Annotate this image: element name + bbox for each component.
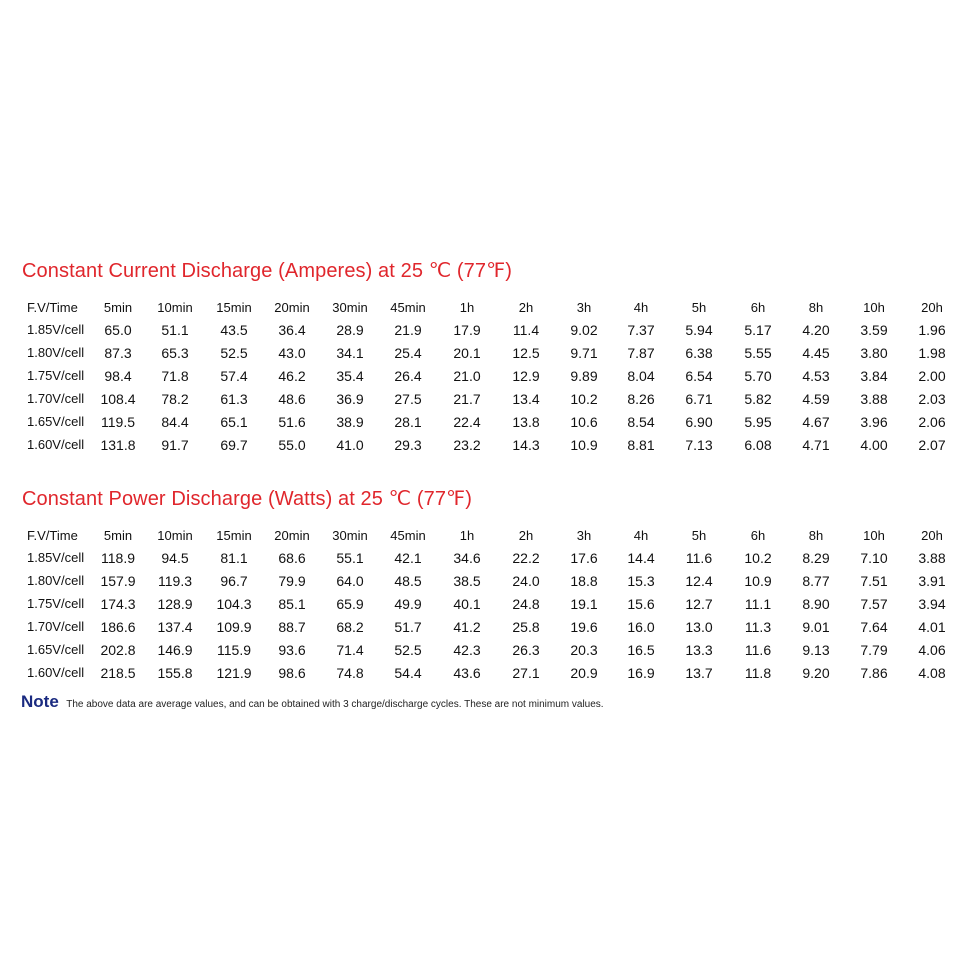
table-row	[0, 368, 966, 391]
table-cell: 8.77	[802, 573, 830, 589]
table-cell: 3.80	[860, 345, 888, 361]
table-cell: 21.9	[394, 322, 422, 338]
table-cell: 54.4	[394, 665, 422, 681]
table-cell: 25.4	[394, 345, 422, 361]
table-cell: 3.96	[860, 414, 888, 430]
table-row	[0, 665, 966, 688]
table-cell: 7.79	[860, 642, 888, 658]
power-discharge-title: Constant Power Discharge (Watts) at 25 ℃ (77℉)	[22, 488, 472, 510]
table-cell: 24.0	[512, 573, 540, 589]
table-cell: 28.1	[394, 414, 422, 430]
table-cell: 1.98	[918, 345, 946, 361]
table-cell: 68.2	[336, 619, 364, 635]
column-header: 5h	[691, 300, 707, 315]
table-cell: 3.88	[918, 550, 946, 566]
table-cell: 23.2	[453, 437, 481, 453]
table-row	[0, 322, 966, 345]
table-cell: 18.8	[570, 573, 598, 589]
table-cell: 16.5	[627, 642, 655, 658]
table-cell: 55.1	[336, 550, 364, 566]
table-cell: 5.17	[744, 322, 772, 338]
table-cell: 93.6	[278, 642, 306, 658]
column-header: 4h	[633, 300, 649, 315]
table-cell: 85.1	[278, 596, 306, 612]
table-cell: 51.6	[278, 414, 306, 430]
column-header: 10h	[863, 300, 885, 315]
table-cell: 3.84	[860, 368, 888, 384]
table-cell: 4.45	[802, 345, 830, 361]
table-cell: 9.89	[570, 368, 598, 384]
row-label: 1.65V/cell	[27, 642, 85, 657]
table-cell: 10.6	[570, 414, 598, 430]
table-row	[0, 619, 966, 642]
table-cell: 20.9	[570, 665, 598, 681]
table-cell: 4.00	[860, 437, 888, 453]
table-cell: 4.01	[918, 619, 946, 635]
table-cell: 52.5	[394, 642, 422, 658]
note-label: Note	[21, 692, 59, 711]
table-cell: 16.0	[627, 619, 655, 635]
table-cell: 38.5	[453, 573, 481, 589]
table-cell: 71.8	[161, 368, 189, 384]
table-cell: 10.9	[744, 573, 772, 589]
table-cell: 8.81	[627, 437, 655, 453]
table-cell: 12.5	[512, 345, 540, 361]
table-cell: 121.9	[216, 665, 252, 681]
table-cell: 4.08	[918, 665, 946, 681]
table-cell: 20.3	[570, 642, 598, 658]
table-cell: 9.02	[570, 322, 598, 338]
current-discharge-title: Constant Current Discharge (Amperes) at 25 ℃ (77℉)	[22, 260, 513, 282]
note	[21, 692, 604, 712]
table-row	[0, 596, 966, 619]
table-cell: 17.6	[570, 550, 598, 566]
table-cell: 202.8	[100, 642, 136, 658]
row-label: 1.80V/cell	[27, 345, 85, 360]
table-cell: 19.6	[570, 619, 598, 635]
table-cell: 20.1	[453, 345, 481, 361]
table-cell: 69.7	[220, 437, 248, 453]
row-label: 1.75V/cell	[27, 596, 85, 611]
table-cell: 16.9	[627, 665, 655, 681]
table-cell: 65.3	[161, 345, 189, 361]
table-cell: 4.06	[918, 642, 946, 658]
table-cell: 28.9	[336, 322, 364, 338]
table-cell: 8.29	[802, 550, 830, 566]
table-cell: 119.5	[101, 414, 135, 430]
table-cell: 4.59	[802, 391, 830, 407]
header-row	[0, 299, 966, 322]
table-cell: 91.7	[161, 437, 189, 453]
column-header: 1h	[459, 528, 475, 543]
table-cell: 21.7	[453, 391, 481, 407]
table-cell: 10.9	[570, 437, 598, 453]
table-cell: 22.4	[453, 414, 481, 430]
table-cell: 26.3	[512, 642, 540, 658]
table-cell: 218.5	[100, 665, 136, 681]
column-header: 20min	[274, 300, 310, 315]
table-cell: 7.86	[860, 665, 888, 681]
table-cell: 186.6	[100, 619, 136, 635]
table-cell: 51.1	[161, 322, 189, 338]
table-cell: 3.91	[918, 573, 946, 589]
row-label: 1.60V/cell	[27, 437, 85, 452]
table-cell: 43.5	[220, 322, 248, 338]
column-header: 20h	[921, 300, 943, 315]
column-header: 30min	[332, 528, 368, 543]
column-header: 2h	[518, 528, 534, 543]
column-header: 4h	[633, 528, 649, 543]
table-cell: 38.9	[336, 414, 364, 430]
table-cell: 11.6	[685, 550, 713, 566]
row-label: 1.65V/cell	[27, 414, 85, 429]
table-cell: 84.4	[161, 414, 189, 430]
table-cell: 61.3	[220, 391, 248, 407]
row-label: 1.70V/cell	[27, 391, 85, 406]
row-label: 1.75V/cell	[27, 368, 85, 383]
table-cell: 13.3	[685, 642, 713, 658]
table-cell: 3.59	[860, 322, 888, 338]
table-cell: 51.7	[394, 619, 422, 635]
table-cell: 5.95	[744, 414, 772, 430]
table-cell: 137.4	[157, 619, 193, 635]
table-cell: 7.37	[627, 322, 655, 338]
table-cell: 8.26	[627, 391, 655, 407]
column-header: 45min	[390, 528, 426, 543]
table-cell: 68.6	[278, 550, 306, 566]
table-cell: 12.9	[512, 368, 540, 384]
table-cell: 78.2	[161, 391, 189, 407]
table-cell: 109.9	[216, 619, 252, 635]
table-cell: 6.71	[685, 391, 713, 407]
table-cell: 64.0	[336, 573, 364, 589]
table-cell: 29.3	[394, 437, 422, 453]
table-cell: 157.9	[100, 573, 136, 589]
column-header: 5min	[103, 528, 133, 543]
table-cell: 104.3	[216, 596, 252, 612]
corner-label: F.V/Time	[27, 528, 78, 543]
table-cell: 25.8	[512, 619, 540, 635]
column-header: 8h	[808, 528, 824, 543]
table-cell: 65.1	[220, 414, 248, 430]
table-cell: 96.7	[220, 573, 248, 589]
table-cell: 19.1	[570, 596, 598, 612]
header-row	[0, 527, 966, 550]
table-cell: 11.4	[512, 322, 540, 338]
table-cell: 48.6	[278, 391, 306, 407]
column-header: 20min	[274, 528, 310, 543]
table-cell: 2.07	[918, 437, 946, 453]
table-cell: 1.96	[918, 322, 946, 338]
table-cell: 52.5	[220, 345, 248, 361]
table-cell: 13.4	[512, 391, 540, 407]
table-cell: 79.9	[278, 573, 306, 589]
table-row	[0, 550, 966, 573]
current-discharge-table	[0, 299, 966, 460]
table-cell: 49.9	[394, 596, 422, 612]
table-row	[0, 573, 966, 596]
table-cell: 4.20	[802, 322, 830, 338]
column-header: 30min	[332, 300, 368, 315]
table-cell: 4.71	[802, 437, 830, 453]
table-cell: 43.0	[278, 345, 306, 361]
table-cell: 98.4	[104, 368, 132, 384]
column-header: 10min	[157, 300, 193, 315]
column-header: 45min	[390, 300, 426, 315]
table-cell: 41.0	[336, 437, 364, 453]
table-cell: 174.3	[100, 596, 136, 612]
table-cell: 98.6	[278, 665, 306, 681]
table-cell: 8.04	[627, 368, 655, 384]
row-label: 1.85V/cell	[27, 322, 85, 337]
table-cell: 21.0	[453, 368, 481, 384]
table-cell: 12.7	[685, 596, 713, 612]
table-cell: 8.54	[627, 414, 655, 430]
table-cell: 3.94	[918, 596, 946, 612]
column-header: 5min	[103, 300, 133, 315]
table-cell: 13.8	[512, 414, 540, 430]
table-cell: 27.5	[394, 391, 422, 407]
column-header: 10min	[157, 528, 193, 543]
table-cell: 15.6	[627, 596, 655, 612]
table-cell: 65.0	[104, 322, 132, 338]
table-row	[0, 414, 966, 437]
table-row	[0, 391, 966, 414]
table-cell: 9.01	[802, 619, 830, 635]
table-cell: 115.9	[217, 642, 251, 658]
table-cell: 74.8	[336, 665, 364, 681]
table-cell: 26.4	[394, 368, 422, 384]
table-cell: 11.3	[744, 619, 772, 635]
table-cell: 155.8	[157, 665, 193, 681]
table-cell: 36.4	[278, 322, 306, 338]
table-cell: 119.3	[158, 573, 192, 589]
table-cell: 88.7	[278, 619, 306, 635]
row-label: 1.85V/cell	[27, 550, 85, 565]
table-cell: 13.7	[685, 665, 713, 681]
note-text: The above data are average values, and can be obtained with 3 charge/discharge cycles. These are not minimum values.	[66, 699, 604, 710]
table-cell: 118.9	[101, 550, 135, 566]
table-cell: 2.06	[918, 414, 946, 430]
table-cell: 12.4	[685, 573, 713, 589]
table-cell: 6.38	[685, 345, 713, 361]
table-cell: 6.08	[744, 437, 772, 453]
table-cell: 7.57	[860, 596, 888, 612]
table-cell: 128.9	[157, 596, 193, 612]
table-cell: 34.1	[336, 345, 364, 361]
table-cell: 11.1	[744, 596, 772, 612]
table-cell: 17.9	[453, 322, 481, 338]
table-cell: 40.1	[453, 596, 481, 612]
table-cell: 5.55	[744, 345, 772, 361]
table-cell: 7.64	[860, 619, 888, 635]
row-label: 1.70V/cell	[27, 619, 85, 634]
table-cell: 22.2	[512, 550, 540, 566]
column-header: 2h	[518, 300, 534, 315]
table-cell: 7.10	[860, 550, 888, 566]
table-cell: 5.94	[685, 322, 713, 338]
table-cell: 7.13	[685, 437, 713, 453]
table-cell: 2.03	[918, 391, 946, 407]
table-cell: 6.54	[685, 368, 713, 384]
table-cell: 15.3	[627, 573, 655, 589]
table-cell: 71.4	[336, 642, 364, 658]
table-cell: 14.4	[627, 550, 655, 566]
table-cell: 11.8	[744, 665, 772, 681]
power-discharge-table	[0, 527, 966, 688]
column-header: 15min	[216, 528, 252, 543]
table-cell: 35.4	[336, 368, 364, 384]
table-cell: 7.51	[860, 573, 888, 589]
table-row	[0, 437, 966, 460]
table-cell: 9.13	[802, 642, 830, 658]
column-header: 5h	[691, 528, 707, 543]
table-cell: 55.0	[278, 437, 306, 453]
table-cell: 43.6	[453, 665, 481, 681]
column-header: 3h	[576, 528, 592, 543]
table-cell: 9.71	[570, 345, 598, 361]
table-cell: 131.8	[100, 437, 136, 453]
table-cell: 3.88	[860, 391, 888, 407]
row-label: 1.60V/cell	[27, 665, 85, 680]
table-cell: 36.9	[336, 391, 364, 407]
table-cell: 146.9	[157, 642, 193, 658]
row-label: 1.80V/cell	[27, 573, 85, 588]
table-cell: 41.2	[453, 619, 481, 635]
table-cell: 9.20	[802, 665, 830, 681]
table-cell: 13.0	[685, 619, 713, 635]
table-cell: 10.2	[570, 391, 598, 407]
table-cell: 8.90	[802, 596, 830, 612]
table-cell: 87.3	[104, 345, 132, 361]
table-cell: 81.1	[220, 550, 248, 566]
table-cell: 11.6	[744, 642, 772, 658]
table-cell: 94.5	[161, 550, 189, 566]
column-header: 3h	[576, 300, 592, 315]
table-row	[0, 642, 966, 665]
table-cell: 5.70	[744, 368, 772, 384]
table-cell: 48.5	[394, 573, 422, 589]
table-cell: 4.53	[802, 368, 830, 384]
column-header: 15min	[216, 300, 252, 315]
table-row	[0, 345, 966, 368]
column-header: 8h	[808, 300, 824, 315]
table-cell: 7.87	[627, 345, 655, 361]
column-header: 20h	[921, 528, 943, 543]
column-header: 1h	[459, 300, 475, 315]
column-header: 10h	[863, 528, 885, 543]
table-cell: 27.1	[512, 665, 540, 681]
table-cell: 42.1	[394, 550, 422, 566]
corner-label: F.V/Time	[27, 300, 78, 315]
table-cell: 2.00	[918, 368, 946, 384]
table-cell: 34.6	[453, 550, 481, 566]
table-cell: 10.2	[744, 550, 772, 566]
table-cell: 14.3	[512, 437, 540, 453]
table-cell: 24.8	[512, 596, 540, 612]
table-cell: 5.82	[744, 391, 772, 407]
table-cell: 6.90	[685, 414, 713, 430]
table-cell: 108.4	[100, 391, 136, 407]
table-cell: 46.2	[278, 368, 306, 384]
table-cell: 42.3	[453, 642, 481, 658]
table-cell: 65.9	[336, 596, 364, 612]
table-cell: 4.67	[802, 414, 830, 430]
column-header: 6h	[750, 300, 766, 315]
column-header: 6h	[750, 528, 766, 543]
table-cell: 57.4	[220, 368, 248, 384]
